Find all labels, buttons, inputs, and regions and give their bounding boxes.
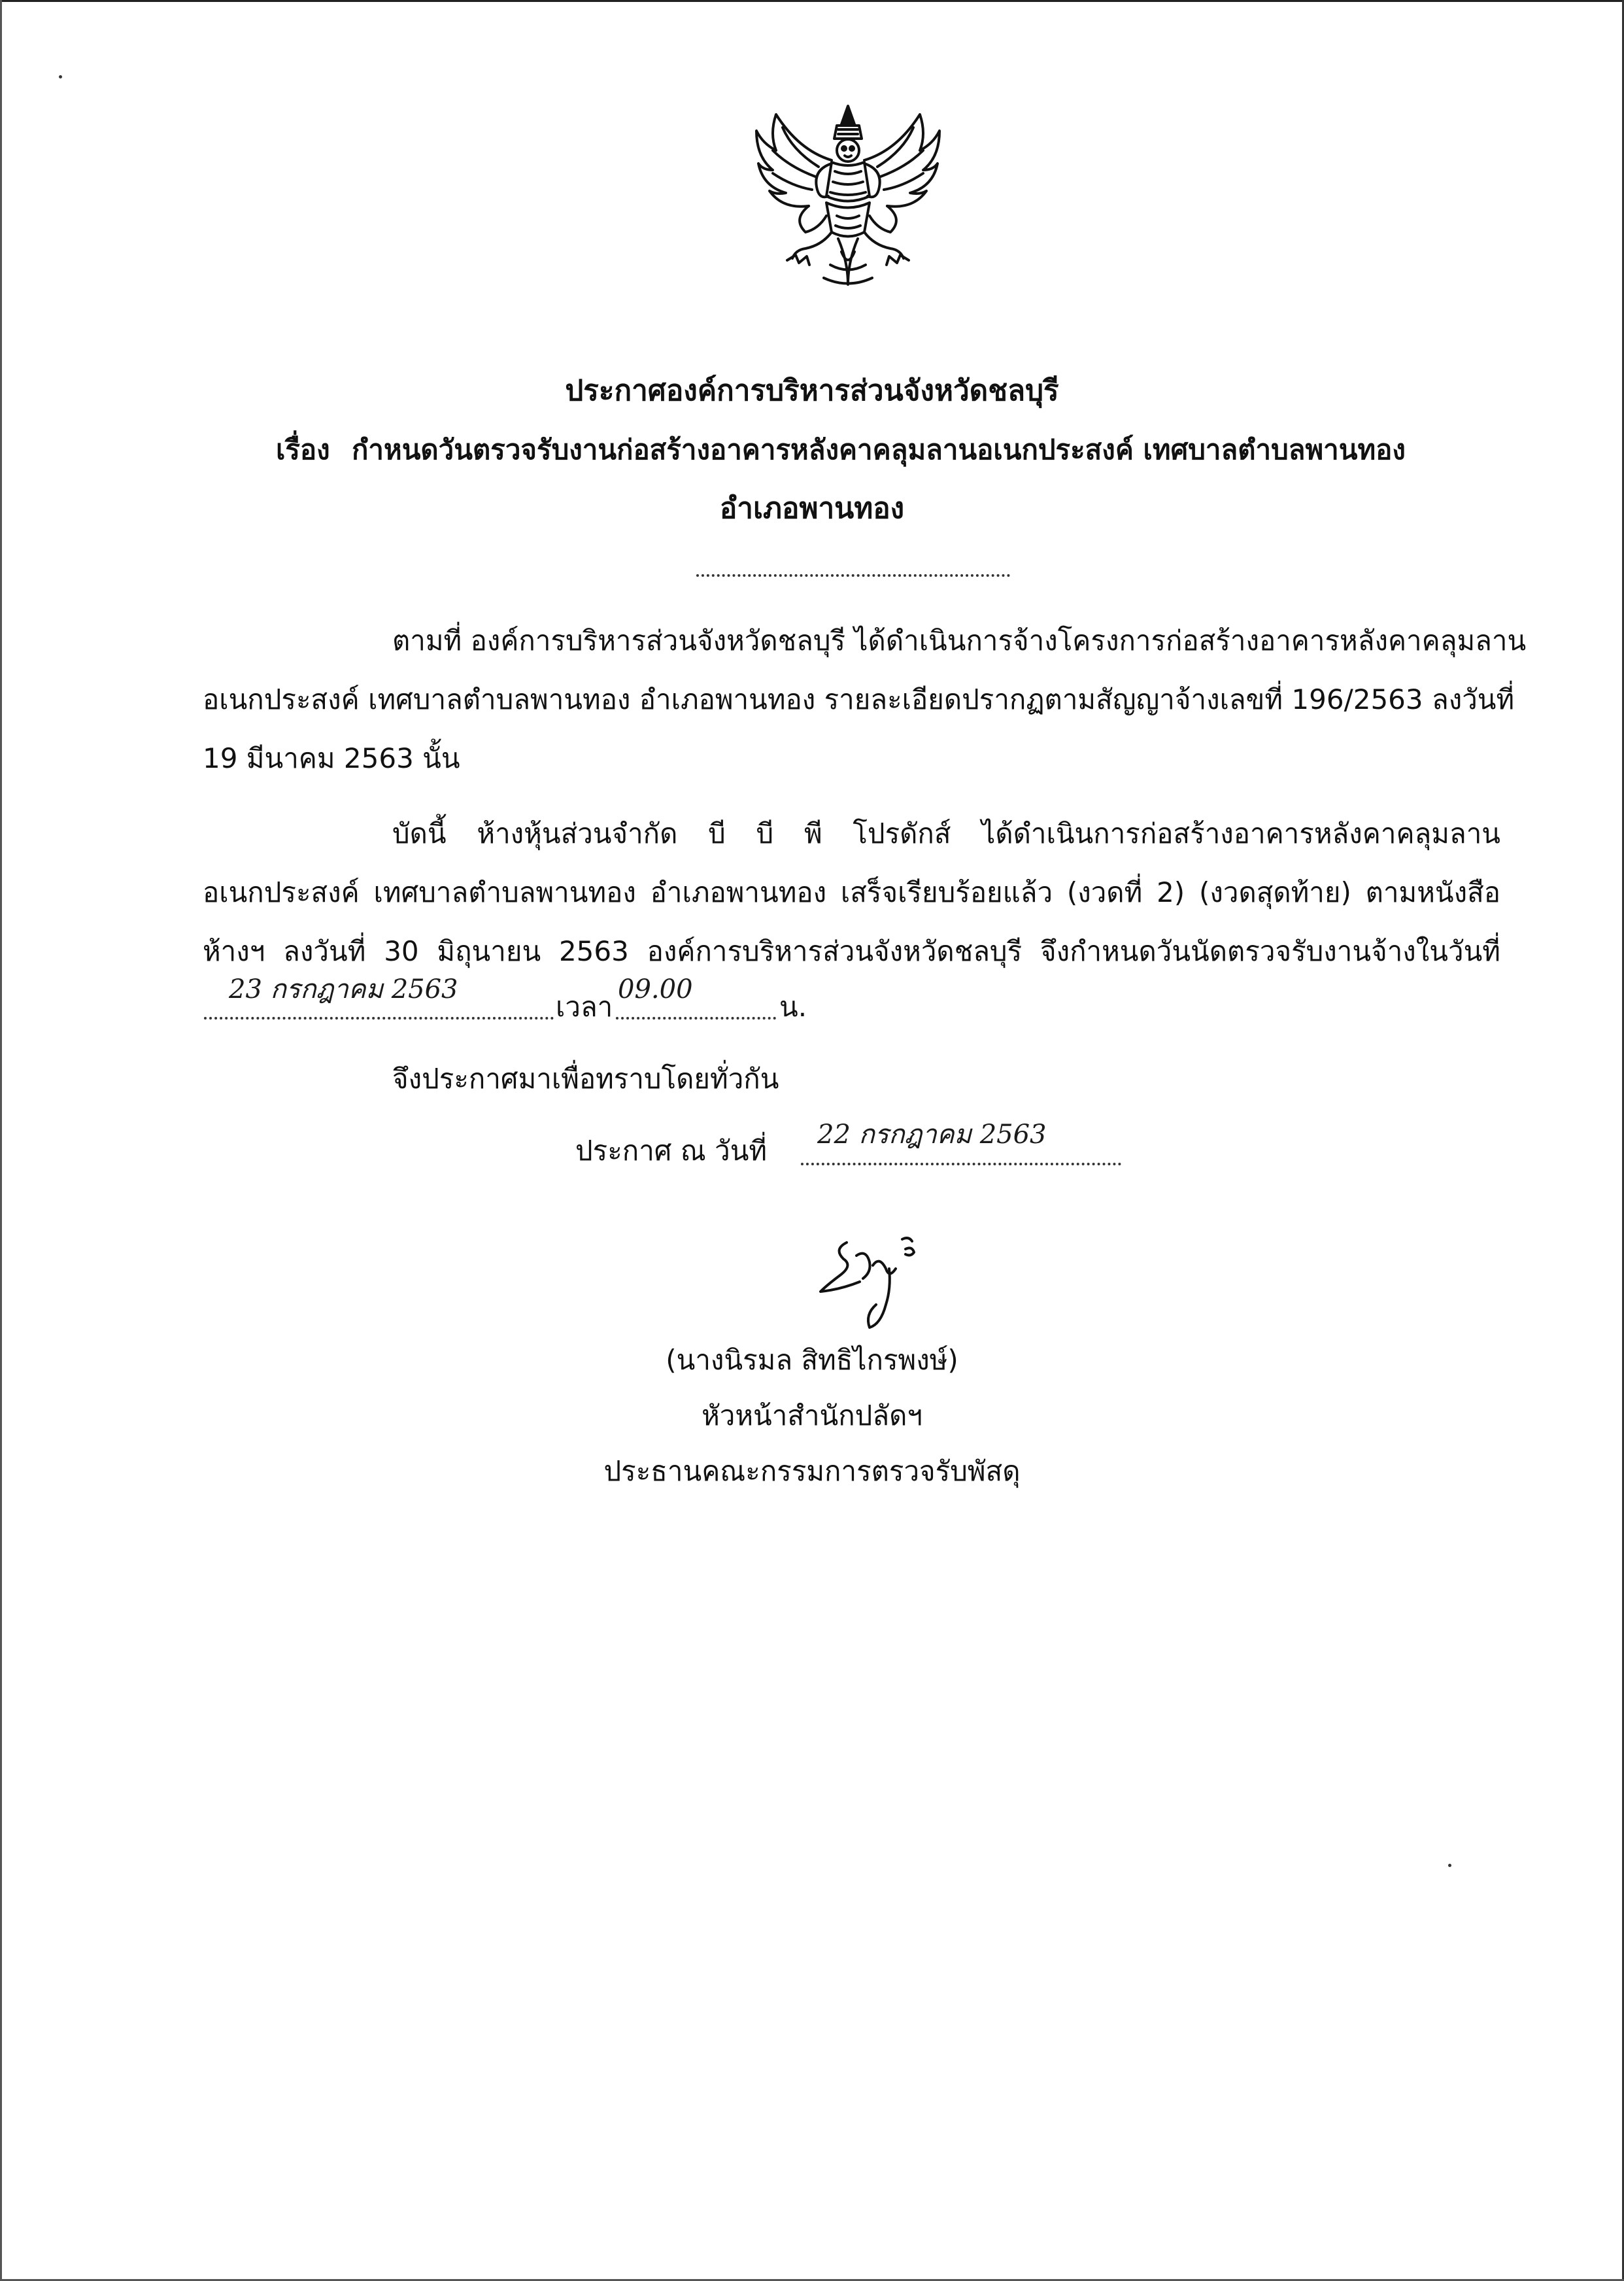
subject-line-1: กำหนดวันตรวจรับงานก่อสร้างอาคารหลังคาคลุมลานอเนกประสงค์ เทศบาลตำบลพานทอง (352, 434, 1406, 466)
page-border-left (0, 0, 2, 2281)
signer-position: หัวหน้าสำนักปลัดฯ (702, 1399, 922, 1432)
document-title: ประกาศองค์การบริหารส่วนจังหวัดชลบุรี (565, 374, 1059, 407)
paragraph-1-line-1: ตามที่ องค์การบริหารส่วนจังหวัดชลบุรี ได้ดำเนินการจ้างโครงการก่อสร้างอาคารหลังคาคลุมลาน (392, 625, 1527, 657)
handwritten-announce-date: 22 กรกฎาคม 2563 (817, 1120, 1047, 1150)
scan-speck (59, 75, 62, 78)
handwritten-inspection-date: 23 กรกฎาคม 2563 (229, 974, 458, 1004)
scan-speck (1448, 1864, 1451, 1867)
signer-name: (นางนิรมล สิทธิไกรพงษ์) (666, 1344, 958, 1376)
paragraph-2-line-3: ห้างฯ ลงวันที่ 30 มิถุนายน 2563 องค์การบริหารส่วนจังหวัดชลบุรี จึงกำหนดวันนัดตรวจรับงานจ้างในวันที่ (203, 935, 1500, 967)
signer-role: ประธานคณะกรรมการตรวจรับพัสดุ (603, 1455, 1021, 1487)
time-fill-dots (616, 1017, 776, 1020)
paragraph-2-line-1: บัดนี้ ห้างหุ้นส่วนจำกัด บี บี พี โปรดักส์ ได้ดำเนินการก่อสร้างอาคารหลังคาคลุมลาน (392, 817, 1500, 849)
garuda-emblem-icon (747, 98, 949, 294)
paragraph-1-line-2: อเนกประสงค์ เทศบาลตำบลพานทอง อำเภอพานทอง รายละเอียดปรากฏตามสัญญาจ้างเลขที่ 196/2563 ลงวันที่ (203, 683, 1515, 715)
subject-line-2: อำเภอพานทอง (719, 492, 905, 525)
announced-date-label: ประกาศ ณ วันที่ (575, 1135, 768, 1167)
date-fill-dots (204, 1017, 554, 1020)
time-label: เวลา (556, 991, 613, 1023)
handwritten-signature-icon (807, 1229, 938, 1341)
title-separator (696, 574, 1010, 577)
handwritten-inspection-time: 09.00 (618, 974, 693, 1004)
announcement-text: จึงประกาศมาเพื่อทราบโดยทั่วกัน (392, 1063, 779, 1095)
paragraph-2-line-2: อเนกประสงค์ เทศบาลตำบลพานทอง อำเภอพานทอง เสร็จเรียบร้อยแล้ว (งวดที่ 2) (งวดสุดท้าย) ตามหนังสือ (203, 876, 1500, 908)
subject-label: เรื่อง (276, 434, 330, 466)
announce-date-dots (801, 1163, 1121, 1165)
page-border-top (0, 0, 1624, 2)
paragraph-1-line-3: 19 มีนาคม 2563 นั้น (203, 742, 460, 774)
hour-suffix: น. (779, 991, 807, 1023)
